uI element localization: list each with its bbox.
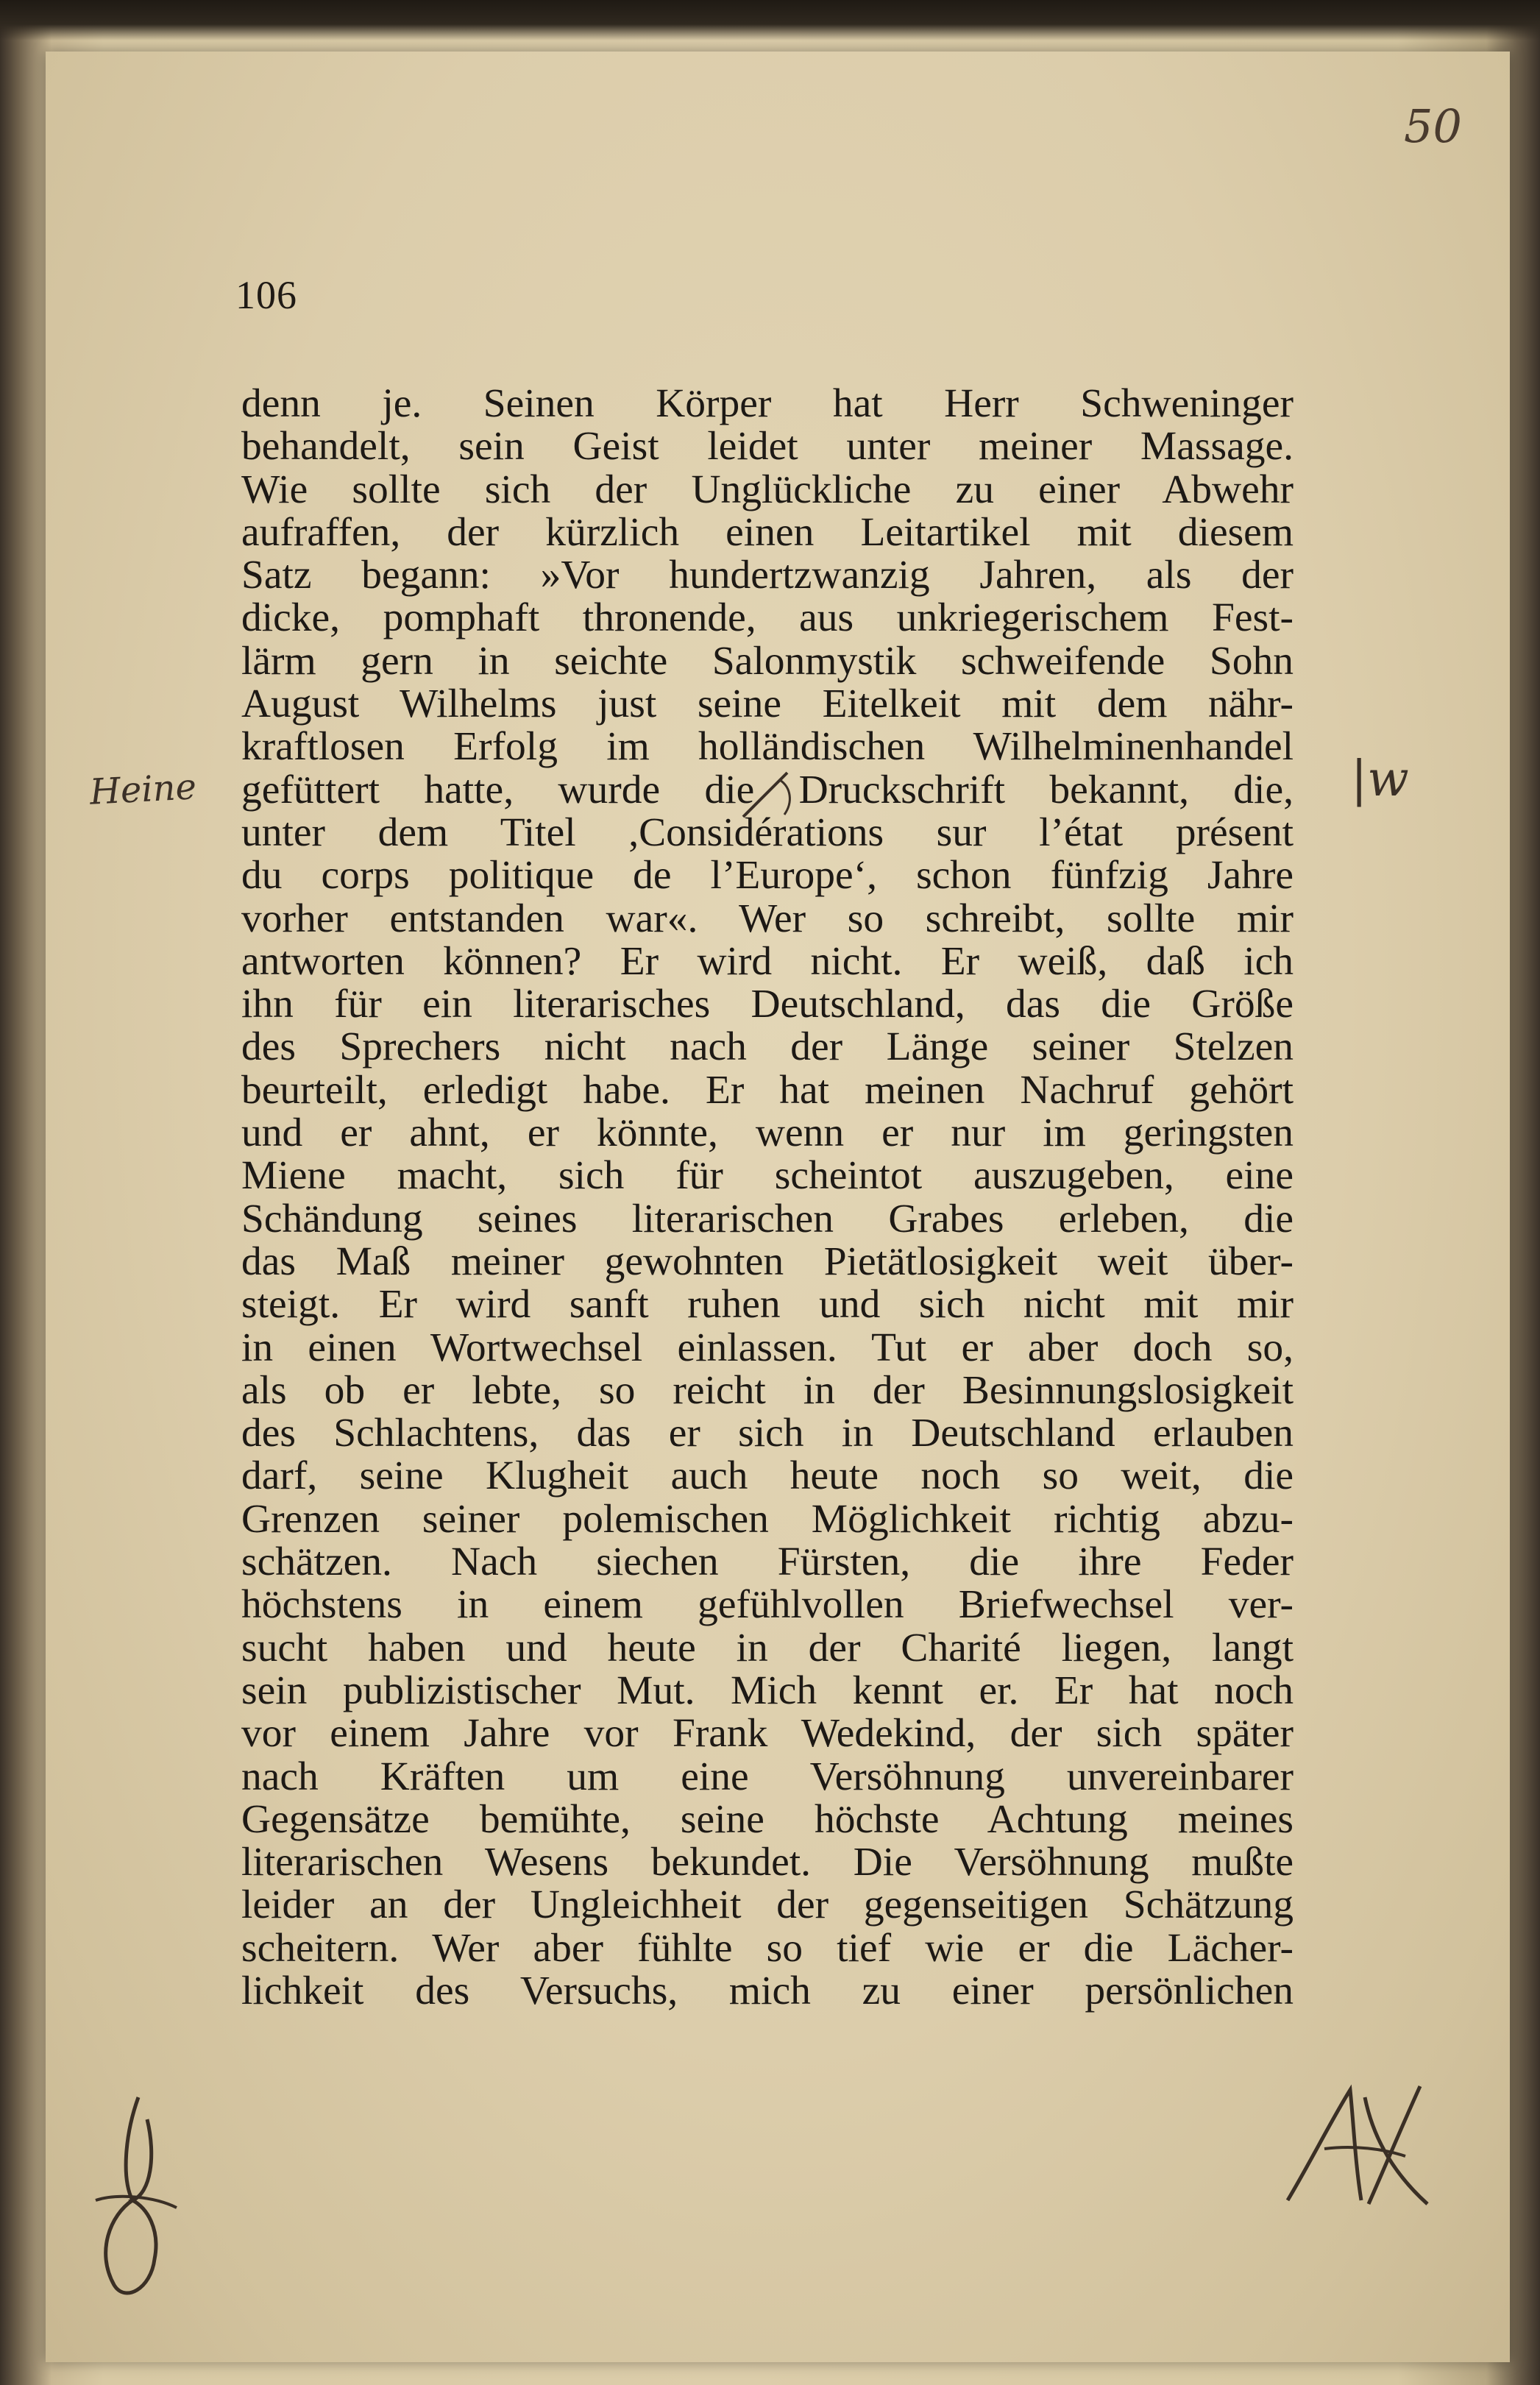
text-line: antworten können? Er wird nicht. Er weiß, daß ich <box>241 938 1294 984</box>
text-line: lichkeit des Versuchs, mich zu einer persönlichen <box>241 1968 1294 2013</box>
text-line: Schändung seines literarischen Grabes erleben, die <box>241 1196 1294 1241</box>
text-line: Gegensätze bemühte, seine höchste Achtung meines <box>241 1796 1294 1842</box>
handwritten-initials-right <box>1280 2075 1442 2215</box>
text-line: du corps politique de l’Europe‘, schon fünfzig Jahre <box>241 853 1294 899</box>
text-line: vorher entstanden war«. Wer so schreibt, sollte mir <box>241 896 1294 941</box>
text-line: des Sprechers nicht nach der Länge seiner Stelzen <box>241 1024 1294 1070</box>
text-line: und er ahnt, er könnte, wenn er nur im geringsten <box>241 1110 1294 1156</box>
text-line: dicke, pomphaft thronende, aus unkriegerischem Fest- <box>241 595 1294 641</box>
left-margin-annotation: Heine <box>88 766 198 813</box>
text-line: beurteilt, erledigt habe. Er hat meinen Nachruf gehört <box>241 1067 1294 1113</box>
text-line: nach Kräften um eine Versöhnung unvereinbarer <box>241 1754 1294 1799</box>
text-line: höchstens in einem gefühlvollen Briefwechsel ver- <box>241 1582 1294 1628</box>
text-line: darf, seine Klugheit auch heute noch so weit, die <box>241 1453 1294 1499</box>
text-line: literarischen Wesens bekundet. Die Versöhnung mußte <box>241 1840 1294 1885</box>
archive-page-number: 50 <box>1404 99 1462 153</box>
text-line: Wie sollte sich der Unglückliche zu einer Abwehr <box>241 467 1294 512</box>
text-line: unter dem Titel ,Considérations sur l’état présent <box>241 809 1294 855</box>
text-line: lärm gern in seichte Salonmystik schweifende Sohn <box>241 638 1294 684</box>
page-number: 106 <box>235 273 297 317</box>
right-margin-annotation: |w <box>1351 751 1409 807</box>
text-line: ihn für ein literarisches Deutschland, das die Größe <box>241 982 1294 1027</box>
text-line: sein publizistischer Mut. Mich kennt er. Er hat noch <box>241 1668 1294 1713</box>
text-line: steigt. Er wird sanft ruhen und sich nicht mit mir <box>241 1282 1294 1328</box>
text-line: scheitern. Wer aber fühlte so tief wie er die Lächer- <box>241 1925 1294 1971</box>
text-line: denn je. Seinen Körper hat Herr Schweninger <box>241 381 1294 426</box>
text-line: das Maß meiner gewohnten Pietätlosigkeit weit über- <box>241 1238 1294 1284</box>
text-line: aufraffen, der kürzlich einen Leitartikel mit diesem <box>241 509 1294 555</box>
text-line: leider an der Ungleichheit der gegenseitigen Schätzung <box>241 1882 1294 1928</box>
text-line: kraftlosen Erfolg im holländischen Wilhelminenhandel <box>241 724 1294 770</box>
text-line: Miene macht, sich für scheintot auszugeben, eine <box>241 1153 1294 1199</box>
text-line: in einen Wortwechsel einlassen. Tut er aber doch so, <box>241 1325 1294 1370</box>
page-body-text <box>241 383 1294 2013</box>
text-line: sucht haben und heute in der Charité liegen, langt <box>241 1625 1294 1670</box>
text-line: August Wilhelms just seine Eitelkeit mit dem nähr- <box>241 681 1294 727</box>
handwritten-mark-left <box>81 2090 191 2303</box>
text-line: schätzen. Nach siechen Fürsten, die ihre Feder <box>241 1539 1294 1585</box>
text-line: gefüttert hatte, wurde die Druckschrift bekannt, die, <box>241 767 1294 812</box>
text-line: vor einem Jahre vor Frank Wedekind, der sich später <box>241 1711 1294 1757</box>
text-line: des Schlachtens, das er sich in Deutschland erlauben <box>241 1411 1294 1456</box>
text-line: Grenzen seiner polemischen Möglichkeit richtig abzu- <box>241 1496 1294 1542</box>
scan-top-edge <box>0 0 1540 40</box>
text-line: behandelt, sein Geist leidet unter meiner Massage. <box>241 424 1294 469</box>
text-line: Satz begann: »Vor hundertzwanzig Jahren, als der <box>241 553 1294 598</box>
text-line: als ob er lebte, so reicht in der Besinnungslosigkeit <box>241 1367 1294 1413</box>
